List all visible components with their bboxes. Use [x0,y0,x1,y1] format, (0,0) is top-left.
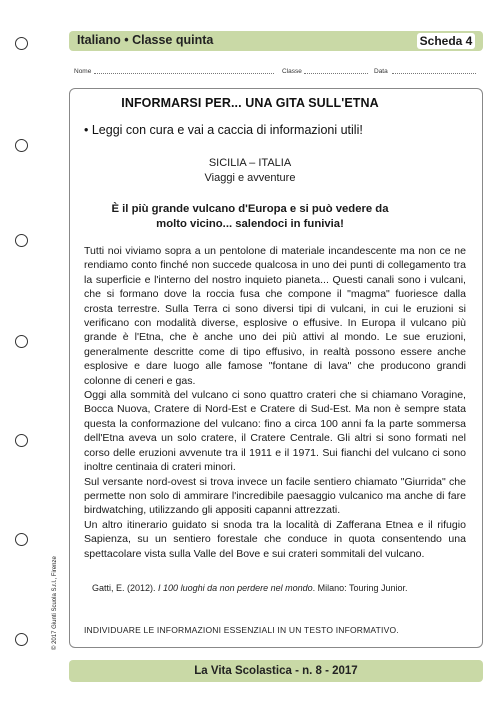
binder-hole [15,434,28,447]
place-label: SICILIA – ITALIA [208,157,292,169]
article-section: Viaggi e avventure [204,172,296,184]
exercise-title: INFORMARSI PER... UNA GITA SULL'ETNA [121,96,379,110]
binder-hole [15,139,28,152]
header-bar [69,31,483,51]
instruction: • Leggi con cura e vai a caccia di informazioni utili! [84,123,363,137]
worksheet-number: Scheda 4 [417,33,475,49]
article-paragraph: Oggi alla sommità del vulcano ci sono quattro crateri che si chiamano Voragine, Bocca Nuova, Cratere di Nord-Est e Cratere di Sud-Est. Ma non è sempre stata questa la conformazione del vulcano: fino a circa 100 anni fa la parte sommersa dell'Etna aveva un solo cratere, il Cratere Centrale. Gli altri si sono formati nel corso delle eruzioni avvenute tra il 1911 e il 1971. Sui fianchi del vulcano ci sono inoltre centinaia di crateri minori. [84,389,466,474]
copyright-notice: © 2017 Giunti Scuola S.r.l., Firenze [52,556,58,650]
name-label: Nome [74,68,92,75]
class-field[interactable] [304,73,368,74]
binder-hole [15,533,28,546]
binder-hole [15,335,28,348]
citation-publisher: . Milano: Touring Junior. [312,583,408,593]
subject-label: Italiano • Classe quinta [77,33,214,47]
article-paragraph: Sul versante nord-ovest si trova invece un facile sentiero chiamato "Giurrida" che permette non solo di ammirare l'incredibile paesaggio vulcanico ma anche di fare birdwatching, utilizzando gli appositi capanni attrezzati. [84,475,466,517]
citation-title: I 100 luoghi da non perdere nel mondo [158,583,313,593]
date-field[interactable] [392,73,476,74]
article-headline: È il più grande vulcano d'Europa e si può vedere da molto vicino... salendoci in funivia! [111,203,389,230]
class-label: Classe [282,68,302,75]
article-paragraph: Un altro itinerario guidato si snoda tra la località di Zafferana Etnea e il rifugio Sapienza, su un sentiero forestale che conduce in quota consentendo una spettacolare vista sulla Valle del Bove e sui crateri sommitali del vulcano. [84,518,466,560]
name-field[interactable] [94,73,274,74]
binder-hole [15,633,28,646]
date-label: Data [374,68,388,75]
binder-hole [15,234,28,247]
citation-author: Gatti, E. (2012). [92,583,156,593]
binder-hole [15,37,28,50]
source-citation [92,583,408,593]
publication-footer: La Vita Scolastica - n. 8 - 2017 [69,660,483,682]
article-paragraph: Tutti noi viviamo sopra a un pentolone di materiale incandescente ma non ce ne rendiamo conto finché non succede qualcosa in uno dei punti di collegamento tra la superficie e l'interno del nostro inquieto pianeta... Questi canali sono i vulcani, che si formano dove la roccia fusa che compone il "magma" fuoriesce dalla crosta terrestre. Sulla Terra ci sono diversi tipi di vulcani, in cui le eruzioni si verificano con modalità diverse, esplosive o effusive. In Europa il vulcano più grande è l'Etna, che è anche uno dei più attivi al mondo. Le sue eruzioni, generalmente descritte come di tipo effusivo, in realtà possono essere anche esplosive e dare luogo alle famose "fontane di lava" che producono grandi colonne di ceneri e gas. [84,245,466,387]
learning-objective: INDIVIDUARE LE INFORMAZIONI ESSENZIALI IN UN TESTO INFORMATIVO. [84,625,399,635]
article-body [84,244,466,561]
